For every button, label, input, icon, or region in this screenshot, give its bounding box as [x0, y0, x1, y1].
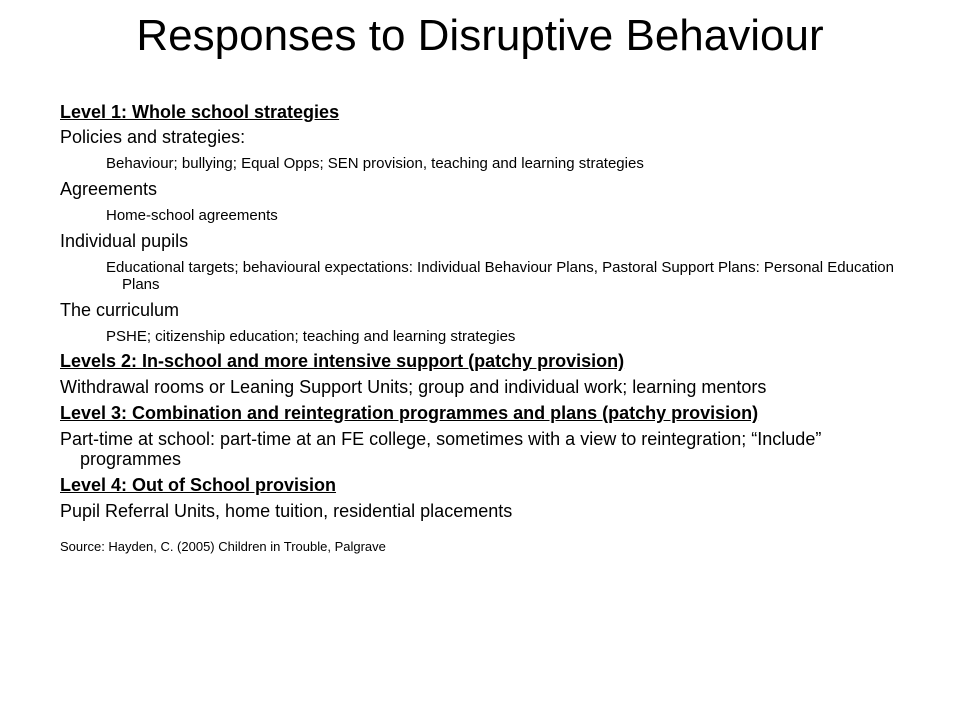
source-citation: Source: Hayden, C. (2005) Children in Trouble, Palgrave [60, 539, 386, 554]
agreements-item: Agreements [60, 179, 158, 199]
curriculum-detail: PSHE; citizenship education; teaching and learning strategies [106, 328, 516, 345]
level-1-heading: Level 1: Whole school strategies [60, 102, 340, 122]
level-2-detail: Withdrawal rooms or Leaning Support Units; group and individual work; learning mentors [60, 377, 767, 397]
slide-body [60, 96, 920, 555]
curriculum-item: The curriculum [60, 300, 180, 320]
individual-pupils-detail: Educational targets; behavioural expectations: Individual Behaviour Plans, Pastoral Support Plans: Personal Education Plans [106, 259, 894, 293]
level-4-heading: Level 4: Out of School provision [60, 475, 337, 495]
level-2-heading: Levels 2: In-school and more intensive support (patchy provision) [60, 351, 625, 371]
individual-pupils-item: Individual pupils [60, 231, 189, 251]
level-3-detail: Part-time at school: part-time at an FE college, sometimes with a view to reintegration; “Include” programmes [60, 429, 822, 469]
level-4-detail: Pupil Referral Units, home tuition, residential placements [60, 501, 513, 521]
policies-detail: Behaviour; bullying; Equal Opps; SEN provision, teaching and learning strategies [106, 155, 644, 172]
slide-title: Responses to Disruptive Behaviour [136, 11, 824, 60]
policies-strategies-item: Policies and strategies: [60, 127, 246, 147]
agreements-detail: Home-school agreements [106, 207, 278, 224]
level-3-heading: Level 3: Combination and reintegration programmes and plans (patchy provision) [60, 403, 759, 423]
